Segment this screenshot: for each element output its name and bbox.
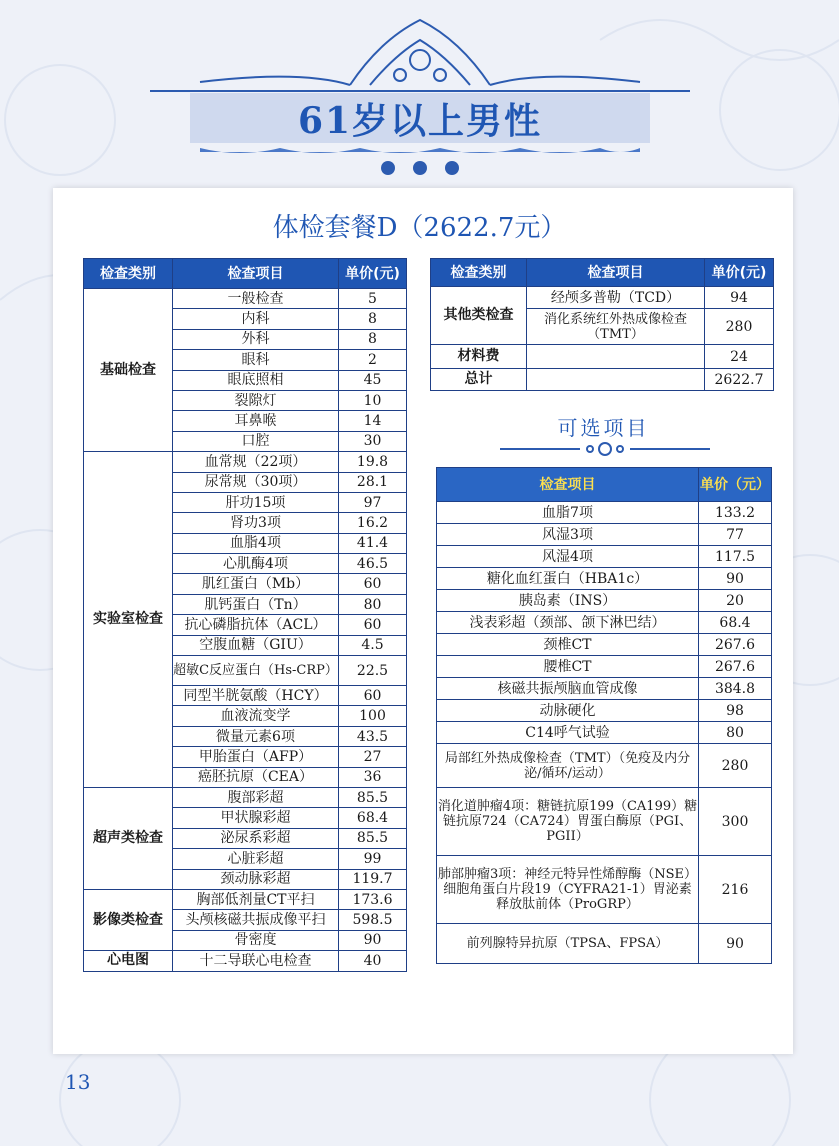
table-row	[437, 502, 772, 524]
price-cell: 267.6	[699, 634, 772, 656]
category-cell: 材料费	[431, 345, 527, 369]
price-cell: 60	[339, 574, 407, 594]
category-cell: 心电图	[84, 951, 173, 971]
price-cell: 19.8	[339, 452, 407, 472]
price-cell: 41.4	[339, 533, 407, 553]
price-cell: 43.5	[339, 726, 407, 746]
price-cell: 24	[705, 345, 774, 369]
price-cell: 36	[339, 767, 407, 787]
main-exam-table	[83, 258, 407, 972]
price-cell: 10	[339, 390, 407, 410]
item-cell: 血脂7项	[437, 502, 699, 524]
price-cell: 598.5	[339, 910, 407, 930]
item-cell: 肌钙蛋白（Tn）	[173, 594, 339, 614]
col-header-price: 单价（元）	[699, 468, 772, 502]
price-cell: 8	[339, 329, 407, 349]
price-cell: 280	[699, 744, 772, 788]
item-cell: 裂隙灯	[173, 390, 339, 410]
item-cell: 同型半胱氨酸（HCY）	[173, 686, 339, 706]
price-cell: 280	[705, 309, 774, 345]
item-cell: 眼底照相	[173, 370, 339, 390]
item-cell: 肝功15项	[173, 492, 339, 512]
item-cell: 超敏C反应蛋白（Hs-CRP）	[173, 656, 339, 686]
table-row	[437, 744, 772, 788]
price-cell: 68.4	[699, 612, 772, 634]
item-cell: 癌胚抗原（CEA）	[173, 767, 339, 787]
item-cell: 甲状腺彩超	[173, 808, 339, 828]
item-cell: 消化系统红外热成像检查（TMT）	[527, 309, 705, 345]
optional-heading: 可选项目	[557, 416, 650, 440]
table-row	[437, 656, 772, 678]
price-cell: 94	[705, 287, 774, 309]
table-row	[437, 678, 772, 700]
col-header-category: 检查类别	[84, 259, 173, 289]
item-cell: 外科	[173, 329, 339, 349]
optional-exam-table	[436, 467, 772, 964]
price-cell: 216	[699, 856, 772, 924]
table-row	[437, 524, 772, 546]
price-cell: 2622.7	[705, 369, 774, 391]
price-cell: 16.2	[339, 513, 407, 533]
item-cell: 颈动脉彩超	[173, 869, 339, 889]
table-row	[437, 634, 772, 656]
price-cell: 77	[699, 524, 772, 546]
item-cell: 肺部肿瘤3项：神经元特异性烯醇酶（NSE）细胞角蛋白片段19（CYFRA21-1）胃泌素释放肽前体（ProGRP）	[437, 856, 699, 924]
col-header-price: 单价(元)	[339, 259, 407, 289]
price-cell: 300	[699, 788, 772, 856]
item-cell: 骨密度	[173, 930, 339, 950]
category-cell: 总计	[431, 369, 527, 391]
item-cell: 核磁共振颅脑血管成像	[437, 678, 699, 700]
item-cell: 肌红蛋白（Mb）	[173, 574, 339, 594]
price-cell: 133.2	[699, 502, 772, 524]
price-cell: 20	[699, 590, 772, 612]
price-cell: 28.1	[339, 472, 407, 492]
item-cell: 前列腺特异抗原（TPSA、FPSA）	[437, 924, 699, 964]
item-cell: 腹部彩超	[173, 787, 339, 807]
col-header-item: 检查项目	[527, 259, 705, 287]
item-cell: 心肌酶4项	[173, 554, 339, 574]
price-cell: 173.6	[339, 889, 407, 909]
item-cell: 血脂4项	[173, 533, 339, 553]
category-cell: 超声类检查	[84, 787, 173, 889]
col-header-price: 单价(元)	[705, 259, 774, 287]
item-cell: 空腹血糖（GIU）	[173, 635, 339, 655]
category-cell: 影像类检查	[84, 889, 173, 950]
item-cell: 血常规（22项）	[173, 452, 339, 472]
item-cell: 口腔	[173, 431, 339, 451]
price-cell: 384.8	[699, 678, 772, 700]
table-row	[84, 787, 407, 807]
item-cell: 一般检查	[173, 289, 339, 309]
price-cell: 119.7	[339, 869, 407, 889]
item-cell: 甲胎蛋白（AFP）	[173, 747, 339, 767]
item-cell: 耳鼻喉	[173, 411, 339, 431]
table-row	[437, 590, 772, 612]
table-row	[437, 924, 772, 964]
page-header	[0, 0, 839, 190]
item-cell: 眼科	[173, 350, 339, 370]
item-cell: 浅表彩超（颈部、颌下淋巴结）	[437, 612, 699, 634]
page-number: 13	[65, 1070, 91, 1094]
price-cell: 8	[339, 309, 407, 329]
item-cell: 心脏彩超	[173, 849, 339, 869]
item-cell: 抗心磷脂抗体（ACL）	[173, 615, 339, 635]
price-cell: 30	[339, 431, 407, 451]
item-cell: 十二导联心电检查	[173, 951, 339, 971]
price-cell: 80	[339, 594, 407, 614]
table-row	[437, 856, 772, 924]
package-title: 体检套餐D（2622.7元）	[272, 213, 567, 243]
item-cell: 糖化血红蛋白（HBA1c）	[437, 568, 699, 590]
item-cell: 内科	[173, 309, 339, 329]
item-cell: 经颅多普勒（TCD）	[527, 287, 705, 309]
price-cell: 90	[699, 568, 772, 590]
price-cell: 85.5	[339, 787, 407, 807]
price-cell: 267.6	[699, 656, 772, 678]
price-cell: 90	[339, 930, 407, 950]
item-cell: 胸部低剂量CT平扫	[173, 889, 339, 909]
item-cell	[527, 369, 705, 391]
table-row	[84, 289, 407, 309]
price-cell: 46.5	[339, 554, 407, 574]
category-cell: 基础检查	[84, 289, 173, 452]
item-cell: 微量元素6项	[173, 726, 339, 746]
item-cell: 肾功3项	[173, 513, 339, 533]
item-cell: 动脉硬化	[437, 700, 699, 722]
item-cell: 头颅核磁共振成像平扫	[173, 910, 339, 930]
table-row	[437, 568, 772, 590]
item-cell: 风湿4项	[437, 546, 699, 568]
price-cell: 60	[339, 686, 407, 706]
table-row	[437, 788, 772, 856]
price-cell: 98	[699, 700, 772, 722]
price-cell: 60	[339, 615, 407, 635]
table-row	[84, 452, 407, 472]
price-cell: 4.5	[339, 635, 407, 655]
title-band	[190, 93, 650, 143]
item-cell: 血液流变学	[173, 706, 339, 726]
item-cell: 局部红外热成像检查（TMT）（免疫及内分泌/循环/运动）	[437, 744, 699, 788]
col-header-item: 检查项目	[173, 259, 339, 289]
table-row	[437, 700, 772, 722]
price-cell: 14	[339, 411, 407, 431]
optional-ornament	[500, 438, 710, 460]
price-cell: 40	[339, 951, 407, 971]
col-header-item: 检查项目	[437, 468, 699, 502]
item-cell: 风湿3项	[437, 524, 699, 546]
price-cell: 68.4	[339, 808, 407, 828]
item-cell: 腰椎CT	[437, 656, 699, 678]
item-cell: 消化道肿瘤4项：糖链抗原199（CA199）糖链抗原724（CA724）胃蛋白酶原（PGI、PGII）	[437, 788, 699, 856]
price-cell: 80	[699, 722, 772, 744]
price-cell: 85.5	[339, 828, 407, 848]
item-cell: 胰岛素（INS）	[437, 590, 699, 612]
col-header-category: 检查类别	[431, 259, 527, 287]
page-title: 61岁以上男性	[297, 99, 543, 142]
other-exam-table	[430, 258, 774, 391]
category-cell: 其他类检查	[431, 287, 527, 345]
price-cell: 99	[339, 849, 407, 869]
table-row	[437, 722, 772, 744]
price-cell: 100	[339, 706, 407, 726]
price-cell: 22.5	[339, 656, 407, 686]
price-cell: 45	[339, 370, 407, 390]
item-cell: 尿常规（30项）	[173, 472, 339, 492]
table-row	[84, 889, 407, 909]
price-cell: 5	[339, 289, 407, 309]
price-cell: 27	[339, 747, 407, 767]
table-row	[437, 546, 772, 568]
table-row	[437, 612, 772, 634]
table-row	[84, 951, 407, 971]
item-cell: C14呼气试验	[437, 722, 699, 744]
category-cell: 实验室检查	[84, 452, 173, 788]
price-cell: 2	[339, 350, 407, 370]
price-cell: 90	[699, 924, 772, 964]
price-cell: 117.5	[699, 546, 772, 568]
price-cell: 97	[339, 492, 407, 512]
item-cell	[527, 345, 705, 369]
item-cell: 颈椎CT	[437, 634, 699, 656]
item-cell: 泌尿系彩超	[173, 828, 339, 848]
